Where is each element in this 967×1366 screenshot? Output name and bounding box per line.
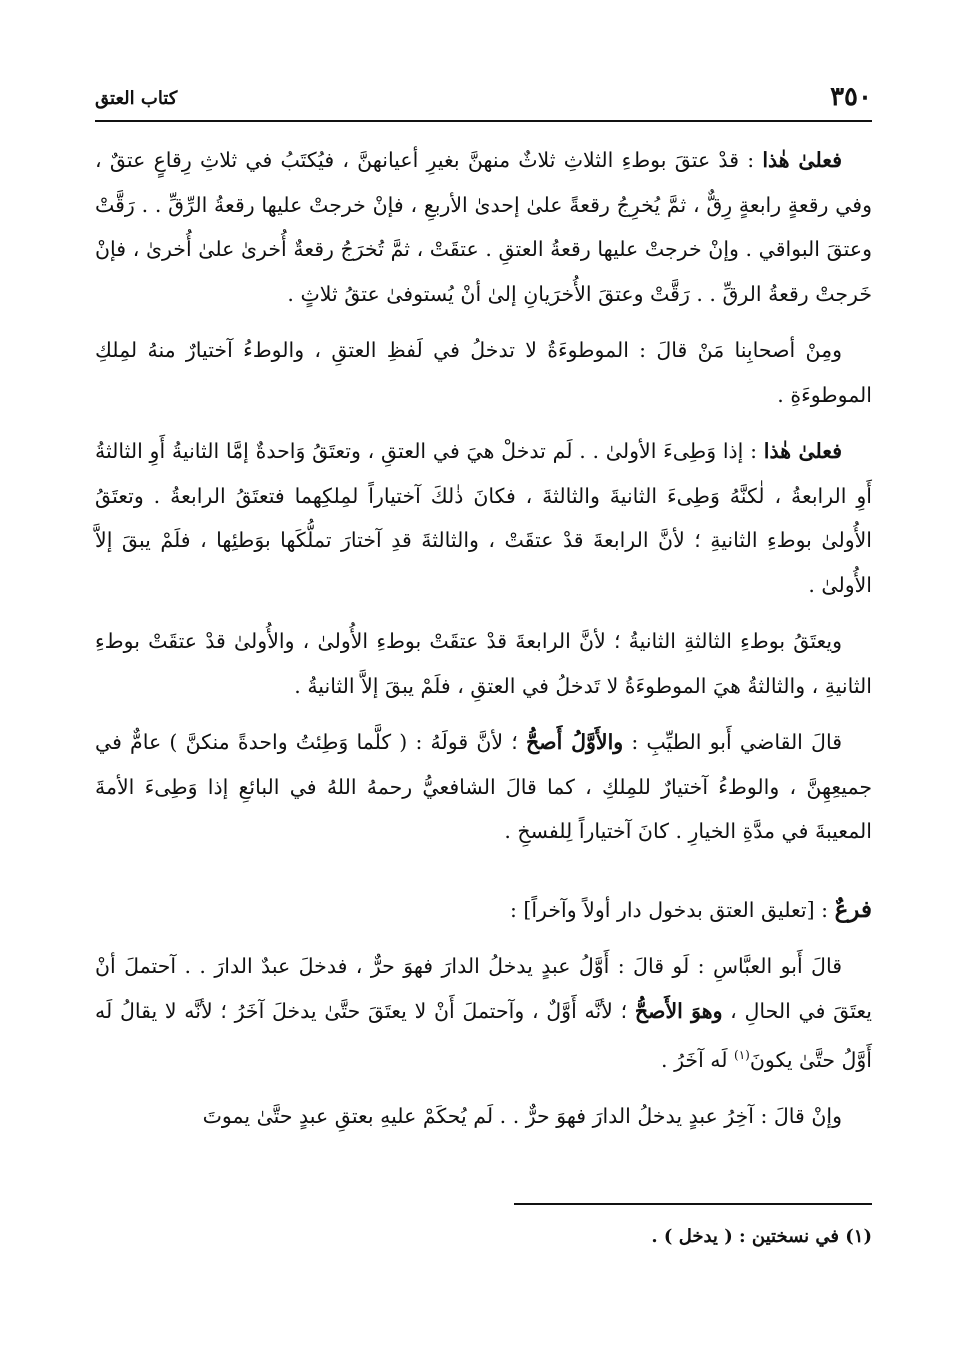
paragraph-7: وإنْ قالَ : آخِرُ عبدٍ يدخلُ الدارَ فهوَ حرٌّ . . لَم يُحكَمْ عليهِ بعتقِ عبدٍ حتَّىٰ يموتَ xyxy=(202,1104,842,1129)
footnote: (١) في نسختين : ( يدخل ) . xyxy=(651,1226,872,1247)
book-page xyxy=(95,78,872,1318)
running-title: كتاب العتق xyxy=(95,88,178,109)
paragraph-1-text: : قدْ عتقَ بوطءِ الثلاثِ ثلاثٌ منهنَّ بغيرِ أعيانهنَّ ، فيُكتَبُ في ثلاثِ رِقاعٍ عتقٌ ، وفي رقعةٍ رابعةٍ رِقٌّ ، ثمَّ يُخرِجُ رقعةً علىٰ إحدىٰ الأربعِ ، فإنْ خرجتْ عليها رقعةُ الرِّقِّ . . رَقَّتْ وعتقَ البواقي . وإنْ خرجتْ عليها رقعةُ العتقِ . عتقَتْ ، ثمَّ تُخرَجُ رقعةٌ أُخرىٰ علىٰ أُخرىٰ ، فإنْ خَرجتْ رقعةُ الرقِّ . . رَقَّتْ وعتقَ الأُخرَيانِ إلىٰ أنْ يُستوفىٰ عتقُ ثلاثٍ . xyxy=(95,148,872,306)
paragraph-6-bold: وهوَ الأَصحُّ xyxy=(634,998,723,1023)
paragraph-5 xyxy=(95,720,872,854)
paragraph-5-bold: والأَوَّلُ أَصحُّ xyxy=(525,730,624,754)
paragraph-6 xyxy=(95,944,872,1082)
branch-heading xyxy=(95,888,872,933)
paragraph-4: ويعتَقُ بوطءِ الثالثةِ الثانيةُ ؛ لأنَّ الرابعةَ قدْ عتقَتْ بوطءِ الأُولىٰ ، والأُولىٰ قدْ عتقَتْ بوطءِ الثانيةِ ، والثالثةُ هيَ الموطوءَةُ لا تَدخلُ في العتقِ ، فلَمْ يبقَ إلاَّ الثانيةُ . xyxy=(95,629,872,698)
paragraph-5-b: ؛ لأنَّ قولَهُ : ( كلَّما وَطِئتُ واحدةً منكنَّ ) عامٌّ في جميعِهِنَّ ، والوطءُ آختيارٌ للمِلكِ ، كما قالَ الشافعيُّ رحمهُ اللهُ في البائعِ إذا وَطِىءَ الأمةَ المعيبةَ في مدَّةِ الخيارِ . كانَ آختياراً لِلفسخِ . xyxy=(95,730,872,843)
paragraph-3 xyxy=(95,429,872,607)
paragraph-1 xyxy=(95,138,872,316)
branch-title: : [تعليق العتق بدخول دار أولاً وآخراً] : xyxy=(509,897,835,922)
paragraph-6-c: لَه آخَرُ . xyxy=(661,1047,735,1072)
paragraph-3-lead: فعلىٰ هٰذا xyxy=(763,439,843,463)
page-number: ٣٥٠ xyxy=(830,82,872,112)
paragraph-3-text: : إذا وَطِىءَ الأولىٰ . . لَم تدخلْ هيَ في العتقِ ، وتعتَقُ وَاحدةٌ إمَّا الثانيةُ أَوِ الثالثةُ أَوِ الرابعةُ ، لٰكنَّهُ وَطِىءَ الثانيةَ والثالثةَ ، فكانَ ذٰلكَ آختياراً لمِلكِهما فتعتَقُ الرابعةُ . وتعتَقُ الأُولىٰ بوطءِ الثانيةِ ؛ لأنَّ الرابعةَ قدْ عتقَتْ ، والثالثةَ قدِ آختارَ تملُّكَها بوَطئِها ، فلَمْ يبقَ إلاَّ الأُولىٰ . xyxy=(95,439,872,597)
paragraph-1-lead: فعلىٰ هٰذا xyxy=(762,148,842,172)
footnote-reference[interactable]: (١) xyxy=(734,1048,750,1062)
paragraph-6-a: قالَ أَبو العبَّاسِ : لَو قالَ : أَوَّلُ عبدٍ يدخلُ الدارَ فهوَ حرٌّ ، فدخلَ عبدٌ الدارَ . . آحتملَ أنْ يعتَقَ في الحالِ ، xyxy=(95,954,872,1023)
branch-label: فرعٌ xyxy=(834,895,872,923)
page-header xyxy=(95,78,872,122)
paragraph-6-b: ؛ لأنَّه أَوَّلٌ ، وآحتملَ أَنْ لا يعتَقَ حتَّىٰ يدخلَ آخَرُ ؛ لأنَّه لا يقالُ لَه أَوَّلُ حتَّىٰ يكونَ xyxy=(95,998,872,1072)
paragraph-5-a: قالَ القاضي أَبو الطيِّبِ : xyxy=(623,730,842,754)
page-body xyxy=(95,138,872,1151)
footnote-divider xyxy=(514,1203,872,1205)
paragraph-2: ومِنْ أصحابِنا مَنْ قالَ : الموطوءَةُ لا تدخلُ في لَفظِ العتقِ ، والوطءُ آختيارٌ منهُ لمِلكِ الموطوءَةِ . xyxy=(95,338,872,407)
